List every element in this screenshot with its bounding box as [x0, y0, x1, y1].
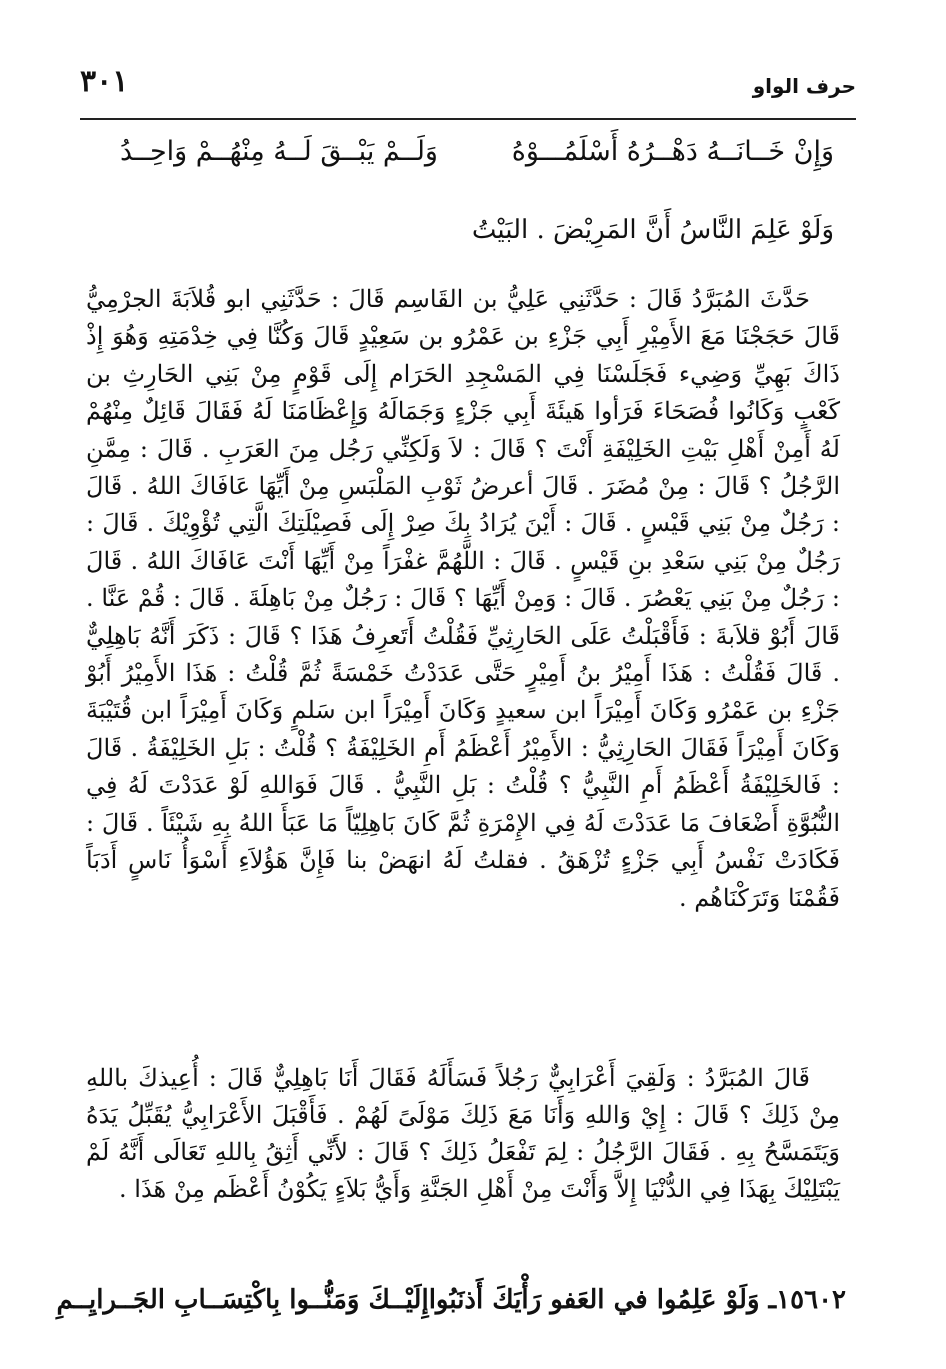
page-number: ٣٠١: [80, 64, 129, 99]
paragraph-1: حَدَّثَ المُبَرَّدُ قَالَ : حَدَّثَنِي عَلِيُّ بن القَاسِم قَالَ : حَدَّثَنِي ابو قُلاَبَةَ الجرْمِيُّ قَالَ حَجَجْنَا مَعَ الأَمِيْرِ أَبِي جَزْءِ بن عَمْرُو بن سَعِيْدٍ قَالَ وَكُنَّا فِي خِدْمَتِهِ وَهُوَ إِذْ ذَاكَ بَهِيِّ وَضِيء فَجَلَسْنَا فِي المَسْجِدِ الحَرَام إِلَى قَوْمٍ مِنْ بَنِي الحَارِثِ بن كَعْبٍ وَكَانُوا فُصَحَاءَ فَرَأوا هَيئَةَ أَبِي جَزْءٍ وَجَمَالَهُ وَإِعْظَامَنَا لَهُ فَقَالَ قَائِلٌ مِنْهُمْ لَهُ أَمِنْ أَهْلِ بَيْتِ الخَلِيْفَةِ أَنْتَ ؟ قَالَ : لاَ وَلَكِنِّي رَجُل مِنَ العَرَبِ . قَالَ : مِمَّنِ الرَّجُلُ ؟ قَالَ : مِنْ مُضَرَ . قَالَ أعرضُ ثَوْبِ المَلْبَسِ مِنْ أَيِّهَا عَافَاكَ اللهُ . قَالَ : رَجُلٌ مِنْ بَنِي قَيْسٍ . قَالَ : أَيْنَ يُرَادُ بِكَ صِرْ إِلَى فَصِيْلَتِكَ الَّتِي تُؤْوِيْكَ . قَالَ : رَجُلٌ مِنْ بَنِي سَعْدِ بنِ قَيْسٍ . قَالَ : اللَّهُمَّ غفْرَاً مِنْ أَيِّهَا أَنْتَ عَافَاكَ اللهُ . قَالَ : رَجُلٌ مِنْ بَنِي يَعْصُرَ . قَالَ : وَمِنْ أَيِّهَا ؟ قَالَ : رَجُلٌ مِنْ بَاهِلَةَ . قَالَ : قُمْ عَنَّا . قَالَ أَبُوْ قلاَبةَ : فَأَقْبَلْتُ عَلَى الحَارِثِيِّ فَقُلْتُ أَتَعرِفُ هَذَا ؟ قَالَ : ذَكَرَ أَنَّهُ بَاهِلِيٌّ . قَالَ فَقُلْتُ : هَذَا أَمِيْرُ بنُ أَمِيْرٍ حَتَّى عَدَدْتُ خَمْسَةً ثُمَّ قُلْتُ : هَذَا الأَمِيْرُ أَبُوْ جَزْءِ بن عَمْرُو وَكَانَ أَمِيْرَاً ابن سعيدٍ وَكَانَ أَمِيْرَاً ابن سَلمٍ وَكَانَ أَمِيْرَاً ابن قُتَيْبَةَ وَكَانَ أَمِيْرَاً فَقَالَ الحَارِثِيُّ : الأَمِيْرُ أَعْظَمُ أَمِ الخَلِيْفَةُ ؟ قُلْتُ : بَلِ الخَلِيْفَةُ . قَالَ : فَالخَلِيْفَةُ أَعْظَمُ أَمِ النَّبِيُّ ؟ قُلْتُ : بَلِ النَّبِيُّ . قَالَ فَوَاللهِ لَوْ عَدَدْتَ لَهُ فِي النُّبُوَّةِ أَضْعَافَ مَا عَدَدْتَ لَهُ فِي الإِمْرَةِ ثُمَّ كَانَ بَاهِلِيّاً مَا عَبَأَ اللهُ بِهِ شَيْئَاً . قَالَ : فَكَادَتْ نَفْسُ أَبِي جَزْءٍ تُزْهَقُ . فقلتُ لَهُ انهَضْ بنا فَإِنَّ هَؤُلاَءِ أَسْوَأُ نَاسٍ أَدَبَاً فَقُمْنَا وَتَرَكْنَاهُم .: [86, 285, 840, 912]
verse-bottom-left-hemistich: إِلَيْــكَ وَمَنُّــوا بِاكْتِسَــابِ الجَــرايِــمِ: [56, 1285, 429, 1315]
header-rule: [80, 118, 856, 120]
verse-top-right-hemistich: وَإِنْ خَــانَــهُ دَهْــرُهُ أَسْلَمُـــوْهُ: [511, 136, 834, 167]
page-header: [80, 60, 856, 114]
paragraph-2: قَالَ المُبَرَّدُ : وَلَقِيَ أَعْرَابِيٌّ رَجُلاً فَسَأَلَهُ فَقَالَ أَنَا بَاهِلِيٌّ قَالَ : أُعِيذكَ باللهِ مِنْ ذَلِكَ ؟ قَالَ : إِيْ وَاللهِ وَأَنَا مَعَ ذَلِكَ مَوْلَىً لَهُمْ . فَأَقْبَلَ الأَعْرَابِيُّ يُقَبِّلُ يَدَهُ وَيَتَمَسَّحُ بِهِ . فَقَالَ الرَّجُلُ : لِمَ تَفْعَلُ ذَلِكَ ؟ قَالَ : لأَنِّي أَثِقُ بِاللهِ تَعَالَى أَنَّهُ لَمْ يَبْتَلِيْكَ بِهَذَا فِي الدُّنْيَا إِلاَّ وَأَنْتَ مِنْ أَهْلِ الجَنَّةِ وَأَيُّ بَلاَءٍ يَكُوْنُ أَعْظَم مِنْ هَذَا .: [86, 1064, 840, 1203]
verse-top-left-hemistich: وَلَــمْ يَبْــقَ لَــهُ مِنْهُــمْ وَاحِــدُ: [120, 136, 438, 167]
running-head: حرف الواو: [752, 74, 856, 98]
verse-top: [120, 132, 834, 172]
line-after-verse: وَلَوْ عَلِمَ النَّاسُ أَنَّ المَرِيْضَ . البَيْتُ: [471, 215, 834, 245]
verse-bottom-right-hemistich: ١٥٦٠٢ـ وَلَوْ عَلِمُوا في العَفو رَأْيَكَ أَذنَبُوا: [428, 1285, 846, 1315]
verse-bottom: [56, 1280, 846, 1320]
